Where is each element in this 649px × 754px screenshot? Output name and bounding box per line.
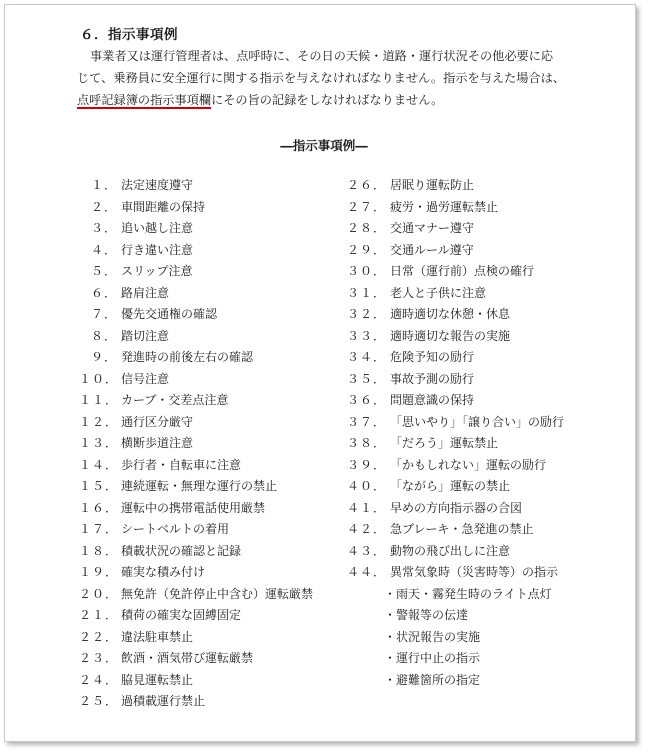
item-text: 「ながら」運転の禁止	[390, 479, 511, 493]
sub-instruction-item: ・警報等の伝達	[384, 608, 469, 622]
item-number: ４．	[90, 242, 117, 257]
item-number: １２．	[79, 414, 119, 429]
item-number: １９．	[79, 565, 119, 579]
instruction-item	[344, 498, 564, 520]
item-text: 「だろう」運転禁止	[390, 436, 499, 450]
item-number: ３４．	[346, 350, 386, 364]
item-text: 老人と子供に注意	[390, 285, 487, 300]
instruction-item	[344, 347, 564, 369]
item-number: ３９．	[346, 457, 386, 472]
instruction-item	[344, 541, 564, 563]
item-text: 急ブレーキ・急発進の禁止	[390, 522, 534, 536]
item-text: 優先交通権の確認	[121, 307, 218, 321]
item-number: ４２．	[346, 522, 386, 536]
item-number: ４１．	[346, 500, 386, 515]
item-number: ２４．	[79, 672, 119, 687]
item-number: １５．	[79, 479, 119, 493]
item-number: １７．	[79, 522, 119, 536]
item-number: ２９．	[346, 242, 386, 257]
instruction-item	[79, 304, 313, 326]
instruction-item	[79, 455, 313, 477]
item-text: カーブ・交差点注意	[121, 393, 229, 407]
item-text: 交通ルール遵守	[390, 242, 474, 257]
instruction-item	[344, 433, 564, 455]
item-text: 日常（運行前）点検の確行	[390, 264, 535, 278]
item-text: 違法駐車禁止	[121, 629, 194, 644]
item-number: ２．	[90, 199, 117, 214]
item-number: ３２．	[346, 307, 386, 321]
instruction-item	[79, 347, 313, 369]
item-number: ４０．	[346, 479, 386, 493]
intro-line-1: 事業者又は運行管理者は、点呼時に、その日の天候・道路・運行状況その他必要に応	[90, 49, 554, 63]
instruction-item	[79, 691, 313, 713]
instruction-item	[79, 476, 313, 498]
intro-line-2: じて、乗務員に安全運行に関する指示を与えなければなりません。指示を与えた場合は、	[77, 71, 565, 85]
item-number: ２６．	[346, 178, 386, 192]
item-text: 脇見運転禁止	[121, 672, 194, 687]
item-text: 異常気象時（災害時等）の指示	[390, 565, 559, 579]
instruction-item	[344, 326, 564, 348]
item-number: ３１．	[346, 285, 386, 300]
item-text: スリップ注意	[121, 264, 193, 278]
instruction-item	[79, 433, 313, 455]
item-text: 飲酒・酒気帯び運転厳禁	[121, 651, 254, 665]
item-text: 無免許（免許停止中含む）運転厳禁	[121, 586, 314, 601]
instruction-item	[344, 283, 564, 305]
item-text: 信号注意	[121, 371, 170, 386]
instruction-item	[79, 326, 313, 348]
item-number: ２５．	[79, 694, 119, 708]
item-number: ２７．	[346, 199, 386, 214]
item-number: ９．	[90, 350, 117, 364]
item-text: 確実な積み付け	[121, 565, 206, 579]
instruction-item	[344, 455, 564, 477]
item-text: 交通マナー遵守	[390, 221, 475, 235]
record-field-underlined-text: 点呼記録簿の指示事項欄	[77, 93, 212, 107]
section-title: ６．指示事項例	[80, 27, 178, 43]
sub-instruction-item: ・運行中止の指示	[384, 651, 481, 665]
item-text: 「思いやり」「譲り合い」の励行	[390, 414, 565, 429]
item-text: 問題意識の保持	[390, 393, 475, 407]
item-text: 路肩注意	[121, 285, 170, 300]
item-text: 「かもしれない」運転の励行	[390, 457, 547, 472]
item-text: 疲労・過労運転禁止	[390, 199, 499, 214]
instruction-item	[79, 562, 313, 584]
item-text: 追い越し注意	[121, 221, 194, 235]
instruction-item	[79, 261, 313, 283]
instruction-item	[344, 261, 564, 283]
item-text: 歩行者・自転車に注意	[121, 457, 242, 472]
instruction-item	[344, 369, 564, 391]
instruction-item	[79, 519, 313, 541]
item-number: ３６．	[346, 393, 386, 407]
item-text: 連続運転・無理な運行の禁止	[121, 479, 278, 493]
item-number: ２３．	[79, 651, 119, 665]
document-page	[4, 4, 636, 742]
item-number: ６．	[90, 285, 117, 300]
instruction-item	[79, 627, 313, 649]
item-text: 積載状況の確認と記録	[121, 543, 242, 558]
item-number: １６．	[79, 500, 119, 515]
item-number: ２１．	[79, 608, 119, 622]
item-number: １８．	[79, 543, 119, 558]
item-number: ３５．	[346, 371, 386, 386]
instruction-item	[344, 175, 564, 197]
instruction-item	[79, 197, 313, 219]
instruction-item	[79, 584, 313, 606]
item-number: ３０．	[346, 264, 386, 278]
intro-line-3	[77, 89, 599, 111]
instruction-item	[79, 498, 313, 520]
item-number: ４３．	[346, 543, 386, 558]
item-number: ３．	[90, 221, 117, 235]
instruction-item	[79, 648, 313, 670]
instruction-item	[344, 476, 564, 498]
item-text: 行き違い注意	[121, 242, 194, 257]
instruction-item	[344, 562, 564, 584]
item-number: １０．	[79, 371, 119, 386]
item-text: 積荷の確実な固縛固定	[121, 608, 242, 622]
instruction-item	[79, 218, 313, 240]
item-text: 事故予測の励行	[390, 371, 475, 386]
instruction-item	[344, 412, 564, 434]
item-number: ３８．	[346, 436, 386, 450]
item-text: 早めの方向指示器の合図	[390, 500, 523, 515]
item-text: 居眠り運転防止	[390, 178, 475, 192]
instruction-item	[79, 670, 313, 692]
instruction-item	[344, 519, 564, 541]
item-text: シートベルトの着用	[121, 522, 230, 536]
item-text: 適時適切な休憩・休息	[390, 307, 511, 321]
instruction-list-left	[79, 175, 313, 713]
item-number: １４．	[79, 457, 119, 472]
intro-paragraph	[77, 45, 599, 111]
sub-instruction-item: ・避難箇所の指定	[384, 672, 481, 687]
sub-instruction-item: ・雨天・霧発生時のライト点灯	[384, 586, 552, 601]
sub-instruction-item: ・状況報告の実施	[384, 629, 481, 644]
item-text: 車間距離の保持	[121, 199, 206, 214]
item-number: ２０．	[79, 586, 119, 601]
list-title: ―指示事項例―	[280, 138, 368, 153]
item-text: 踏切注意	[121, 328, 170, 343]
instruction-item	[79, 412, 313, 434]
instruction-item	[79, 390, 313, 412]
item-number: ３７．	[346, 414, 386, 429]
instruction-item	[79, 541, 313, 563]
item-text: 過積載運行禁止	[121, 694, 206, 708]
instruction-list-right	[344, 175, 564, 691]
instruction-item	[344, 390, 564, 412]
item-text: 発進時の前後左右の確認	[121, 350, 254, 364]
item-number: ７．	[90, 307, 117, 321]
instruction-item	[344, 240, 564, 262]
item-number: ３３．	[346, 328, 386, 343]
item-text: 危険予知の励行	[390, 350, 475, 364]
item-number: ８．	[90, 328, 117, 343]
item-text: 動物の飛び出しに注意	[390, 543, 511, 558]
item-number: １．	[90, 178, 117, 192]
item-number: ２２．	[79, 629, 119, 644]
item-text: 通行区分厳守	[121, 414, 194, 429]
item-text: 法定速度遵守	[121, 178, 194, 192]
item-number: ４４．	[346, 565, 386, 579]
instruction-item	[79, 240, 313, 262]
instruction-item	[79, 605, 313, 627]
item-number: １３．	[79, 436, 119, 450]
instruction-item	[79, 369, 313, 391]
item-number: １１．	[79, 393, 119, 407]
item-text: 運転中の携帯電話使用厳禁	[121, 500, 266, 515]
item-text: 適時適切な報告の実施	[390, 328, 511, 343]
instruction-item	[344, 304, 564, 326]
instruction-item	[79, 175, 313, 197]
item-text: 横断歩道注意	[121, 436, 194, 450]
item-number: ５．	[90, 264, 117, 278]
item-number: ２８．	[346, 221, 386, 235]
instruction-item	[344, 218, 564, 240]
instruction-item	[344, 197, 564, 219]
intro-line-3-rest: にその旨の記録をしなければなりません。	[211, 93, 444, 107]
instruction-item	[79, 283, 313, 305]
